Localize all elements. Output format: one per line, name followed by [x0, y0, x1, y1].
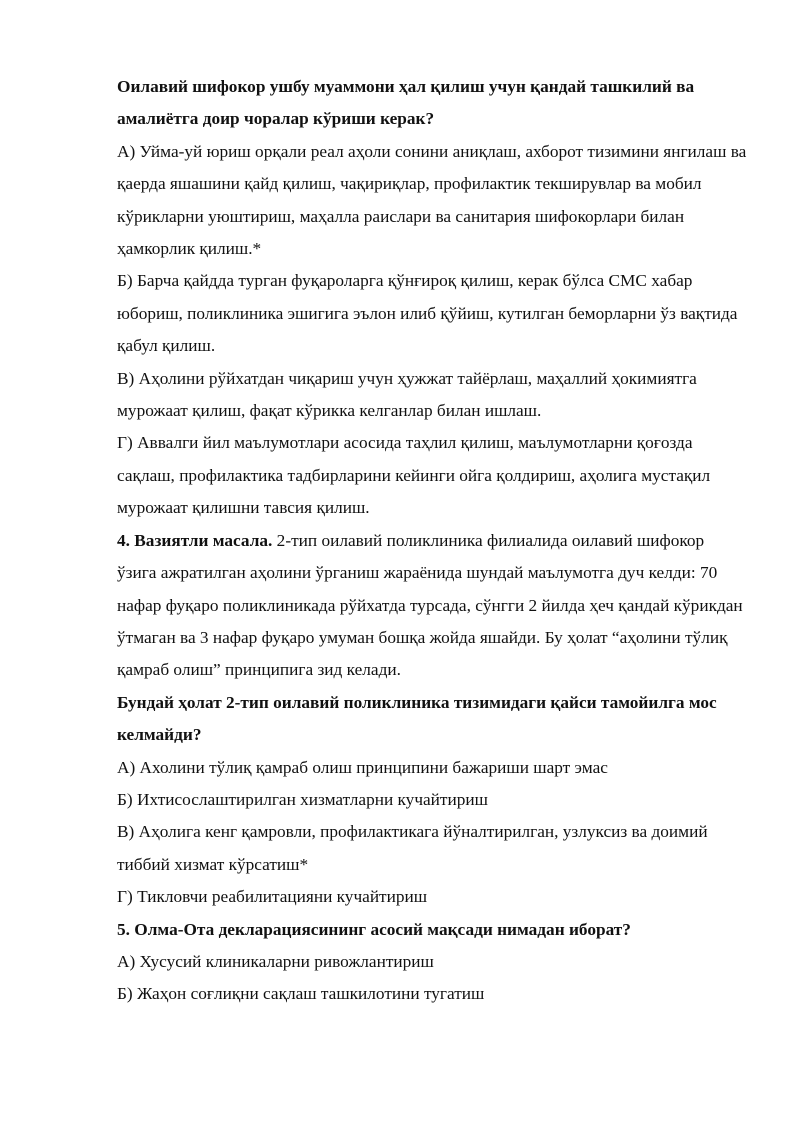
- q3-question: Оилавий шифокор ушбу муаммони ҳал қилиш учун қандай ташкилий ва амалиётга доир чоралар кўриши керак?: [117, 77, 695, 129]
- q5-question: 5. Олма-Ота декларациясининг асосий мақсади нимадан иборат?: [117, 919, 631, 939]
- q4-option-d: Г) Тикловчи реабилитацияни кучайтириш: [117, 887, 428, 907]
- q4-option-b: Б) Ихтисослаштирилган хизматларни кучайтириш: [117, 789, 488, 809]
- q5-option-b: Б) Жаҳон соғлиқни сақлаш ташкилотини тугатиш: [117, 984, 485, 1004]
- q4-situation-paragraph: [117, 525, 747, 687]
- q4-situation: 2-тип оилавий поликлиника филиалида оилавий шифокор ўзига ажратилган аҳолини ўрганиш жараёнида шундай маълумотга дуч келди: 70 нафар фуқаро поликлиникада рўйхатда турсада, сўнгги 2 йилда ҳеч қандай кўрикдан ўтмаган ва 3 нафар фуқаро умуман бошқа жойда яшайди. Бу ҳолат “аҳолини тўлиқ қамраб олиш” принципига зид келади.: [117, 530, 743, 680]
- q4-option-a: А) Ахолини тўлиқ қамраб олиш принципини бажариши шарт эмас: [117, 757, 608, 777]
- q3-option-a: А) Уйма-уй юриш орқали реал аҳоли сонини аниқлаш, ахборот тизимини янгилаш ва қаерда яшашини қайд қилиш, чақириқлар, профилактик текширувлар ва мобил кўрикларни уюштириш, маҳалла раислари ва санитария шифокорлари билан ҳамкорлик қилиш.*: [117, 141, 747, 259]
- q4-option-c: В) Аҳолига кенг қамровли, профилактикага йўналтирилган, узлуксиз ва доимий тиббий хизмат кўрсатиш*: [117, 822, 708, 874]
- q4-question: Бундай ҳолат 2-тип оилавий поликлиника тизимидаги қайси тамойилга мос келмайди?: [117, 692, 717, 745]
- q4-heading: 4. Вазиятли масала.: [117, 530, 273, 550]
- q5-option-a: А) Хусусий клиникаларни ривожлантириш: [117, 951, 434, 971]
- q3-option-c: В) Аҳолини рўйхатдан чиқариш учун ҳужжат тайёрлаш, маҳаллий ҳокимиятга мурожаат қилиш, фақат кўрикка келганлар билан ишлаш.: [117, 368, 697, 421]
- document-page: [117, 71, 747, 1011]
- q3-option-d: Г) Аввалги йил маълумотлари асосида таҳлил қилиш, маълумотларни қоғозда сақлаш, профилактика тадбирларини кейинги ойга қолдириш, аҳолига мустақил мурожаат қилишни тавсия қилиш.: [117, 433, 711, 518]
- q3-option-b: Б) Барча қайдда турган фуқароларга қўнғироқ қилиш, керак бўлса СМС хабар юбориш, поликлиника эшигига эълон илиб қўйиш, кутилган беморларни ўз вақтида қабул қилиш.: [117, 271, 738, 356]
